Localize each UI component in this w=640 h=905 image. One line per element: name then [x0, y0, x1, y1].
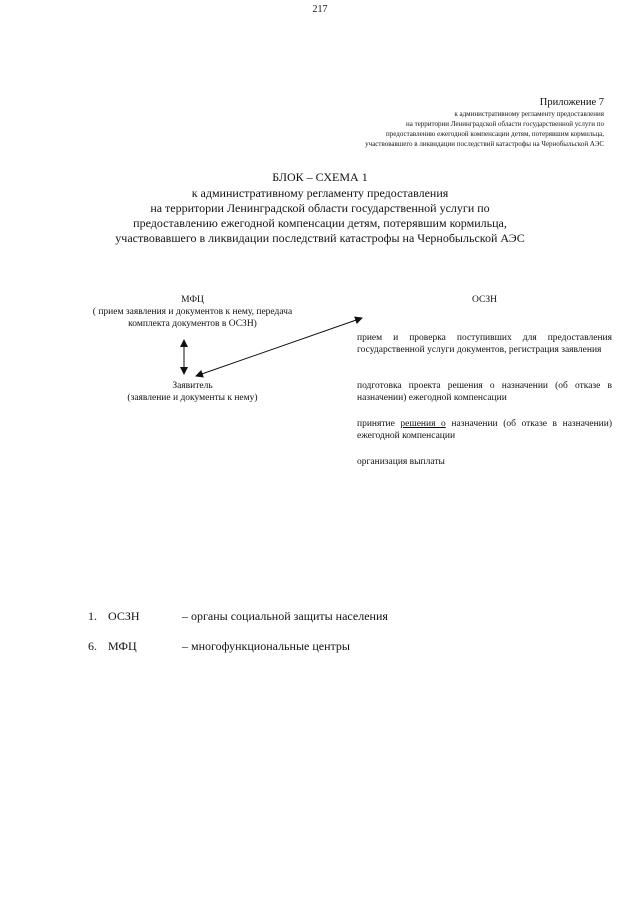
applicant-title: Заявитель	[172, 381, 213, 391]
appendix-line-1: к административному регламенту предоставления	[454, 110, 604, 118]
scheme-subtitle-2: на территории Ленинградской области государственной услуги по	[150, 201, 490, 215]
scheme-title: БЛОК – СХЕМА 1	[272, 170, 368, 184]
legend-num-2: 6.	[88, 639, 97, 653]
oszn-step-payment: организация выплаты	[357, 457, 445, 467]
appendix-title: Приложение 7	[539, 97, 604, 108]
oszn-step-decision-prefix: принятие	[357, 419, 395, 429]
legend-abbr-1: ОСЗН	[108, 609, 140, 623]
mfc-title: МФЦ	[181, 295, 204, 305]
scheme-subtitle-3: предоставлению ежегодной компенсации детям, потерявшим кормильца,	[133, 216, 507, 230]
oszn-step-decision-suffix: назначении (об отказе в назначении) ежегодной компенсации	[357, 419, 612, 441]
appendix-line-2: на территории Ленинградской области государственной услуги по	[406, 120, 604, 128]
appendix-line-4: участвовавшего в ликвидации последствий катастрофы на Чернобыльской АЭС	[365, 140, 604, 148]
arrow-applicant-oszn	[196, 318, 362, 376]
oszn-step-draft-decision: подготовка проекта решения о назначении (об отказе в назначении) ежегодной компенсации	[357, 381, 612, 403]
mfc-description-1: ( прием заявления и документов к нему, передача	[92, 307, 293, 317]
page-number: 217	[312, 4, 328, 15]
oszn-title: ОСЗН	[472, 295, 497, 305]
mfc-description-2: комплекта документов в ОСЗН)	[128, 319, 257, 329]
scheme-subtitle-4: участвовавшего в ликвидации последствий катастрофы на Чернобыльской АЭС	[115, 231, 525, 245]
scheme-subtitle-1: к административному регламенту предоставления	[191, 186, 449, 200]
oszn-step-decision-underlined: решения о	[400, 419, 446, 429]
legend-desc-1: – органы социальной защиты населения	[182, 609, 388, 623]
oszn-step-reception: прием и проверка поступивших для предоставления государственной услуги документов, регистрация заявления	[357, 333, 612, 355]
legend-num-1: 1.	[88, 609, 97, 623]
legend-desc-2: – многофункциональные центры	[182, 639, 350, 653]
appendix-line-3: предоставлению ежегодной компенсации детям, потерявшим кормильца,	[386, 130, 604, 138]
applicant-description: (заявление и документы к нему)	[127, 393, 258, 403]
legend-abbr-2: МФЦ	[108, 639, 137, 653]
